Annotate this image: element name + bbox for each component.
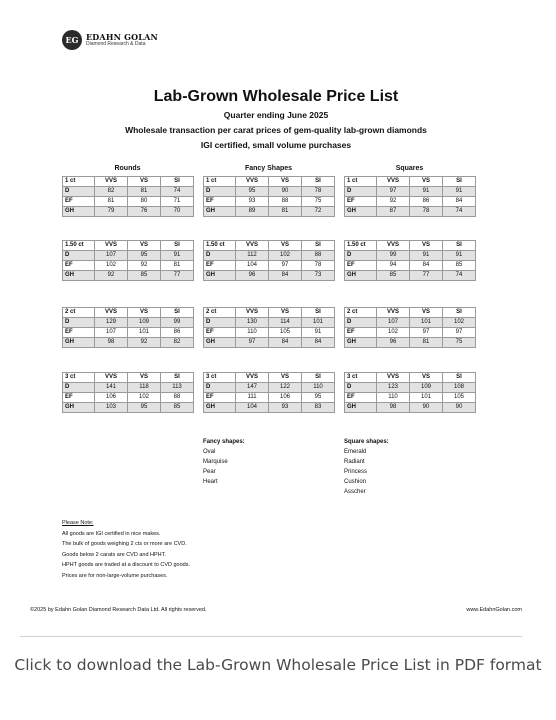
price-cell: 91	[443, 251, 476, 261]
price-cell: 112	[236, 251, 269, 261]
price-cell: 101	[302, 318, 335, 328]
price-cell: 104	[236, 403, 269, 413]
table-row	[63, 383, 194, 393]
table-header-row	[204, 177, 335, 187]
note-line: Prices are for non-large-volume purchases.	[62, 572, 168, 579]
price-cell: 84	[269, 271, 302, 281]
group-heading: Rounds	[114, 165, 141, 172]
price-cell: 107	[377, 318, 410, 328]
color-grade-cell: GH	[63, 271, 95, 281]
clarity-header-cell: SI	[302, 241, 335, 251]
price-cell: 108	[443, 383, 476, 393]
table-row	[345, 271, 476, 281]
color-grade-cell: GH	[204, 207, 236, 217]
carat-size-cell: 1 ct	[204, 177, 236, 187]
price-cell: 77	[161, 271, 194, 281]
price-table	[344, 176, 476, 217]
clarity-header-cell: VS	[269, 373, 302, 383]
table-row	[345, 393, 476, 403]
color-grade-cell: GH	[345, 338, 377, 348]
price-cell: 96	[377, 338, 410, 348]
price-table	[203, 240, 335, 281]
price-cell: 109	[410, 383, 443, 393]
price-cell: 86	[410, 197, 443, 207]
fancy-shapes-list	[203, 437, 245, 487]
table-row	[63, 393, 194, 403]
carat-size-cell: 1 ct	[345, 177, 377, 187]
clarity-header-cell: SI	[443, 177, 476, 187]
color-grade-cell: EF	[345, 197, 377, 207]
table-row	[204, 271, 335, 281]
price-cell: 81	[161, 261, 194, 271]
color-grade-cell: EF	[204, 393, 236, 403]
price-cell: 130	[236, 318, 269, 328]
table-row	[204, 403, 335, 413]
color-grade-cell: D	[345, 318, 377, 328]
color-grade-cell: D	[204, 383, 236, 393]
note-line: The bulk of goods weighing 2 cts or more are CVD.	[62, 541, 187, 547]
table-row	[204, 318, 335, 328]
color-grade-cell: D	[345, 251, 377, 261]
price-cell: 99	[377, 251, 410, 261]
table-header-row	[63, 373, 194, 383]
list-item: Emerald	[344, 449, 367, 455]
clarity-header-cell: VVS	[377, 373, 410, 383]
price-cell: 84	[269, 338, 302, 348]
price-cell: 97	[236, 338, 269, 348]
clarity-header-cell: SI	[302, 373, 335, 383]
price-cell: 78	[302, 261, 335, 271]
table-header-row	[204, 241, 335, 251]
clarity-header-cell: VS	[128, 177, 161, 187]
price-table	[62, 240, 194, 281]
price-cell: 102	[269, 251, 302, 261]
color-grade-cell: GH	[63, 338, 95, 348]
notes-heading: Please Note:	[62, 520, 94, 526]
table-header-row	[345, 373, 476, 383]
footer-website: www.EdahnGolan.com	[466, 607, 522, 613]
fancy-shapes-heading: Fancy shapes:	[203, 439, 245, 445]
price-cell: 109	[128, 318, 161, 328]
logo-name: EDAHN GOLAN	[86, 32, 159, 42]
price-cell: 81	[410, 338, 443, 348]
price-cell: 90	[443, 403, 476, 413]
price-cell: 101	[128, 328, 161, 338]
color-grade-cell: EF	[63, 328, 95, 338]
table-row	[63, 251, 194, 261]
square-shapes-list	[344, 437, 389, 497]
color-grade-cell: D	[345, 383, 377, 393]
price-cell: 103	[95, 403, 128, 413]
price-cell: 114	[269, 318, 302, 328]
carat-size-cell: 1.50 ct	[63, 241, 95, 251]
price-cell: 75	[443, 338, 476, 348]
note-line: Goods below 2 carats are CVD and HPHT.	[62, 551, 166, 558]
color-grade-cell: D	[204, 318, 236, 328]
table-row	[345, 251, 476, 261]
note-line: All goods are IGI certified in nice makes.	[62, 530, 161, 537]
price-table	[203, 307, 335, 348]
price-cell: 85	[443, 261, 476, 271]
clarity-header-cell: SI	[161, 373, 194, 383]
table-row	[63, 197, 194, 207]
price-cell: 104	[236, 261, 269, 271]
download-pdf-link[interactable]: Click to download the Lab-Grown Wholesale Price List in PDF format	[14, 656, 542, 674]
price-cell: 105	[443, 393, 476, 403]
price-cell: 101	[410, 393, 443, 403]
color-grade-cell: EF	[63, 197, 95, 207]
group-heading: Fancy Shapes	[244, 165, 293, 172]
color-grade-cell: D	[63, 251, 95, 261]
price-table	[62, 176, 194, 217]
table-row	[345, 261, 476, 271]
carat-size-cell: 1.50 ct	[204, 241, 236, 251]
clarity-header-cell: VS	[128, 308, 161, 318]
price-cell: 102	[95, 261, 128, 271]
color-grade-cell: GH	[345, 271, 377, 281]
price-cell: 106	[95, 393, 128, 403]
price-cell: 88	[161, 393, 194, 403]
clarity-header-cell: VVS	[377, 308, 410, 318]
price-cell: 81	[95, 197, 128, 207]
price-cell: 106	[269, 393, 302, 403]
price-cell: 97	[443, 328, 476, 338]
logo-mark: EG	[62, 30, 82, 50]
price-cell: 85	[128, 271, 161, 281]
company-logo	[62, 30, 158, 50]
color-grade-cell: GH	[204, 271, 236, 281]
price-cell: 141	[95, 383, 128, 393]
clarity-header-cell: VS	[128, 241, 161, 251]
list-item: Cushion	[344, 479, 367, 485]
price-cell: 102	[128, 393, 161, 403]
table-row	[345, 197, 476, 207]
color-grade-cell: GH	[204, 338, 236, 348]
price-cell: 123	[377, 383, 410, 393]
carat-size-cell: 1 ct	[63, 177, 95, 187]
price-cell: 95	[128, 403, 161, 413]
table-row	[63, 338, 194, 348]
table-row	[204, 328, 335, 338]
notes-section	[62, 518, 190, 581]
color-grade-cell: D	[204, 251, 236, 261]
price-cell: 91	[443, 187, 476, 197]
carat-size-cell: 2 ct	[63, 308, 95, 318]
clarity-header-cell: VS	[269, 308, 302, 318]
price-cell: 122	[269, 383, 302, 393]
clarity-header-cell: SI	[443, 308, 476, 318]
clarity-header-cell: SI	[161, 241, 194, 251]
logo-tagline: Diamond Research & Data	[86, 41, 146, 47]
price-cell: 78	[410, 207, 443, 217]
price-cell: 84	[410, 261, 443, 271]
table-row	[204, 383, 335, 393]
clarity-header-cell: SI	[443, 241, 476, 251]
clarity-header-cell: VS	[410, 308, 443, 318]
price-cell: 94	[377, 261, 410, 271]
clarity-header-cell: VVS	[377, 241, 410, 251]
price-cell: 110	[236, 328, 269, 338]
table-row	[345, 187, 476, 197]
color-grade-cell: D	[63, 318, 95, 328]
carat-size-cell: 1.50 ct	[345, 241, 377, 251]
price-cell: 83	[302, 403, 335, 413]
list-item: Oval	[203, 449, 216, 455]
clarity-header-cell: VVS	[95, 308, 128, 318]
price-cell: 85	[377, 271, 410, 281]
price-cell: 105	[269, 328, 302, 338]
price-cell: 80	[128, 197, 161, 207]
clarity-header-cell: VVS	[236, 241, 269, 251]
price-cell: 111	[236, 393, 269, 403]
price-cell: 74	[443, 271, 476, 281]
table-row	[63, 261, 194, 271]
price-cell: 98	[95, 338, 128, 348]
list-item: Radiant	[344, 459, 365, 465]
color-grade-cell: EF	[345, 393, 377, 403]
price-table	[62, 307, 194, 348]
table-row	[345, 318, 476, 328]
price-cell: 76	[128, 207, 161, 217]
price-cell: 70	[161, 207, 194, 217]
table-header-row	[204, 373, 335, 383]
price-cell: 95	[302, 393, 335, 403]
document-title: Lab-Grown Wholesale Price List	[153, 88, 399, 105]
carat-size-cell: 3 ct	[204, 373, 236, 383]
price-cell: 99	[161, 318, 194, 328]
table-row	[204, 207, 335, 217]
color-grade-cell: D	[63, 187, 95, 197]
divider	[20, 636, 522, 637]
table-row	[204, 187, 335, 197]
table-row	[204, 393, 335, 403]
note-line: HPHT goods are traded at a discount to CVD goods.	[62, 562, 190, 568]
price-table	[203, 372, 335, 413]
price-cell: 147	[236, 383, 269, 393]
price-table	[62, 372, 194, 413]
price-cell: 85	[161, 403, 194, 413]
price-cell: 82	[161, 338, 194, 348]
price-cell: 92	[128, 261, 161, 271]
footer-copyright: ©2025 by Edahn Golan Diamond Research Data Ltd. All rights reserved.	[30, 607, 207, 613]
table-row	[345, 207, 476, 217]
color-grade-cell: EF	[204, 328, 236, 338]
color-grade-cell: EF	[204, 197, 236, 207]
square-shapes-heading: Square shapes:	[344, 439, 389, 445]
list-item: Asscher	[344, 489, 366, 495]
table-row	[204, 197, 335, 207]
clarity-header-cell: VVS	[236, 308, 269, 318]
price-cell: 97	[269, 261, 302, 271]
subtitle-certification: IGI certified, small volume purchases	[200, 140, 352, 150]
price-cell: 95	[236, 187, 269, 197]
clarity-header-cell: VVS	[95, 241, 128, 251]
price-cell: 86	[161, 328, 194, 338]
carat-size-cell: 2 ct	[345, 308, 377, 318]
price-cell: 71	[161, 197, 194, 207]
table-row	[204, 338, 335, 348]
clarity-header-cell: SI	[161, 177, 194, 187]
list-item: Marquise	[203, 459, 228, 465]
price-cell: 78	[302, 187, 335, 197]
clarity-header-cell: VS	[410, 373, 443, 383]
color-grade-cell: EF	[204, 261, 236, 271]
color-grade-cell: D	[204, 187, 236, 197]
color-grade-cell: GH	[63, 403, 95, 413]
price-cell: 92	[128, 338, 161, 348]
color-grade-cell: D	[63, 383, 95, 393]
clarity-header-cell: VS	[269, 241, 302, 251]
price-cell: 90	[410, 403, 443, 413]
table-header-row	[204, 308, 335, 318]
clarity-header-cell: VVS	[95, 373, 128, 383]
price-cell: 84	[443, 197, 476, 207]
price-cell: 110	[377, 393, 410, 403]
list-item: Princess	[344, 469, 368, 475]
color-grade-cell: GH	[204, 403, 236, 413]
price-table	[344, 240, 476, 281]
price-cell: 97	[410, 328, 443, 338]
table-header-row	[63, 241, 194, 251]
price-table	[344, 307, 476, 348]
price-cell: 74	[161, 187, 194, 197]
list-item: Pear	[203, 469, 216, 475]
price-cell: 72	[302, 207, 335, 217]
price-cell: 91	[302, 328, 335, 338]
price-cell: 95	[128, 251, 161, 261]
price-cell: 73	[302, 271, 335, 281]
color-grade-cell: EF	[63, 393, 95, 403]
price-cell: 129	[95, 318, 128, 328]
table-header-row	[63, 177, 194, 187]
price-cell: 93	[236, 197, 269, 207]
price-cell: 97	[377, 187, 410, 197]
table-header-row	[345, 241, 476, 251]
table-row	[63, 403, 194, 413]
table-header-row	[345, 308, 476, 318]
price-cell: 90	[269, 187, 302, 197]
carat-size-cell: 3 ct	[345, 373, 377, 383]
price-cell: 96	[236, 271, 269, 281]
price-cell: 107	[95, 251, 128, 261]
price-cell: 92	[95, 271, 128, 281]
table-row	[63, 271, 194, 281]
price-cell: 77	[410, 271, 443, 281]
price-cell: 93	[269, 403, 302, 413]
price-cell: 110	[302, 383, 335, 393]
clarity-header-cell: SI	[443, 373, 476, 383]
clarity-header-cell: VS	[410, 177, 443, 187]
price-cell: 89	[236, 207, 269, 217]
clarity-header-cell: VVS	[377, 177, 410, 187]
table-row	[63, 318, 194, 328]
group-heading: Squares	[395, 165, 424, 172]
price-list-document	[10, 0, 542, 626]
price-table	[344, 372, 476, 413]
table-row	[345, 328, 476, 338]
subtitle-description: Wholesale transaction per carat prices of gem-quality lab-grown diamonds	[125, 125, 427, 135]
price-cell: 87	[377, 207, 410, 217]
clarity-header-cell: SI	[161, 308, 194, 318]
clarity-header-cell: VS	[269, 177, 302, 187]
color-grade-cell: EF	[63, 261, 95, 271]
list-item: Heart	[203, 479, 218, 485]
clarity-header-cell: SI	[302, 177, 335, 187]
table-row	[63, 328, 194, 338]
color-grade-cell: EF	[345, 328, 377, 338]
table-row	[345, 338, 476, 348]
clarity-header-cell: VS	[410, 241, 443, 251]
price-cell: 88	[302, 251, 335, 261]
table-row	[204, 251, 335, 261]
table-header-row	[345, 177, 476, 187]
color-grade-cell: GH	[345, 207, 377, 217]
color-grade-cell: EF	[345, 261, 377, 271]
table-row	[345, 383, 476, 393]
table-header-row	[63, 308, 194, 318]
price-cell: 91	[410, 251, 443, 261]
price-cell: 107	[95, 328, 128, 338]
price-cell: 79	[95, 207, 128, 217]
price-cell: 92	[377, 197, 410, 207]
color-grade-cell: GH	[345, 403, 377, 413]
price-cell: 75	[302, 197, 335, 207]
price-cell: 91	[161, 251, 194, 261]
price-cell: 102	[443, 318, 476, 328]
price-cell: 74	[443, 207, 476, 217]
carat-size-cell: 2 ct	[204, 308, 236, 318]
price-cell: 113	[161, 383, 194, 393]
price-cell: 118	[128, 383, 161, 393]
clarity-header-cell: SI	[302, 308, 335, 318]
color-grade-cell: D	[345, 187, 377, 197]
table-row	[63, 207, 194, 217]
subtitle-quarter: Quarter ending June 2025	[223, 110, 329, 120]
price-cell: 101	[410, 318, 443, 328]
price-cell: 98	[377, 403, 410, 413]
clarity-header-cell: VVS	[236, 373, 269, 383]
price-cell: 81	[128, 187, 161, 197]
price-table	[203, 176, 335, 217]
color-grade-cell: GH	[63, 207, 95, 217]
clarity-header-cell: VVS	[95, 177, 128, 187]
clarity-header-cell: VVS	[236, 177, 269, 187]
price-cell: 88	[269, 197, 302, 207]
clarity-header-cell: VS	[128, 373, 161, 383]
carat-size-cell: 3 ct	[63, 373, 95, 383]
table-row	[345, 403, 476, 413]
table-row	[63, 187, 194, 197]
price-cell: 102	[377, 328, 410, 338]
table-row	[204, 261, 335, 271]
price-cell: 91	[410, 187, 443, 197]
price-cell: 84	[302, 338, 335, 348]
price-cell: 81	[269, 207, 302, 217]
price-cell: 82	[95, 187, 128, 197]
